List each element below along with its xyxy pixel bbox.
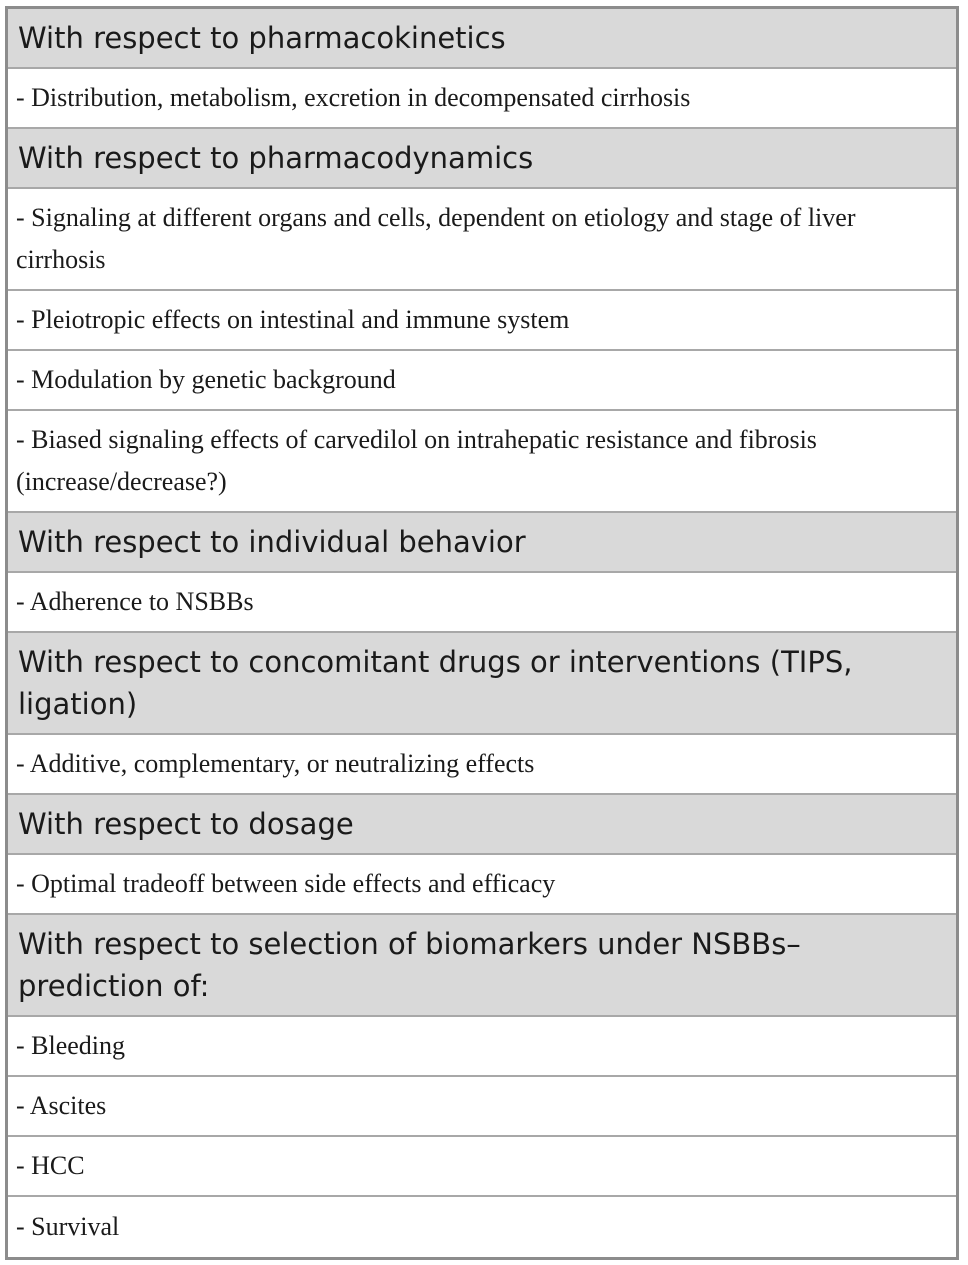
section-header-individual-behavior xyxy=(8,513,956,573)
row-text: - Ascites xyxy=(16,1091,107,1120)
row-text: - Biased signaling effects of carvedilol on intrahepatic resistance and fibrosis (increase/decrease?) xyxy=(16,425,817,496)
row-text: - Adherence to NSBBs xyxy=(16,587,254,616)
table-row xyxy=(8,189,956,291)
table-row xyxy=(8,411,956,513)
row-text: - Additive, complementary, or neutralizing effects xyxy=(16,749,535,778)
section-header-text: With respect to dosage xyxy=(18,807,354,841)
row-text: - Signaling at different organs and cells, dependent on etiology and stage of liver cirrhosis xyxy=(16,203,856,274)
row-text: - Survival xyxy=(16,1212,120,1241)
section-header-concomitant-drugs xyxy=(8,633,956,735)
section-header-biomarkers xyxy=(8,915,956,1017)
section-header-dosage xyxy=(8,795,956,855)
table-row xyxy=(8,735,956,795)
row-text: - Pleiotropic effects on intestinal and immune system xyxy=(16,305,570,334)
table-row xyxy=(8,291,956,351)
table-row xyxy=(8,1017,956,1077)
row-text: - Distribution, metabolism, excretion in decompensated cirrhosis xyxy=(16,83,691,112)
table-row xyxy=(8,351,956,411)
table-row xyxy=(8,855,956,915)
table-row xyxy=(8,1197,956,1257)
row-text: - Optimal tradeoff between side effects and efficacy xyxy=(16,869,556,898)
row-text: - Modulation by genetic background xyxy=(16,365,396,394)
section-header-pharmacokinetics xyxy=(8,9,956,69)
section-header-text: With respect to pharmacodynamics xyxy=(18,141,534,175)
table-row xyxy=(8,1137,956,1197)
section-header-text: With respect to selection of biomarkers under NSBBs–prediction of: xyxy=(18,927,801,1003)
research-questions-table xyxy=(5,6,959,1260)
row-text: - Bleeding xyxy=(16,1031,126,1060)
section-header-pharmacodynamics xyxy=(8,129,956,189)
table-row xyxy=(8,1077,956,1137)
table-row xyxy=(8,573,956,633)
table-row xyxy=(8,69,956,129)
section-header-text: With respect to concomitant drugs or interventions (TIPS, ligation) xyxy=(18,645,853,721)
section-header-text: With respect to individual behavior xyxy=(18,525,526,559)
row-text: - HCC xyxy=(16,1151,85,1180)
section-header-text: With respect to pharmacokinetics xyxy=(18,21,506,55)
